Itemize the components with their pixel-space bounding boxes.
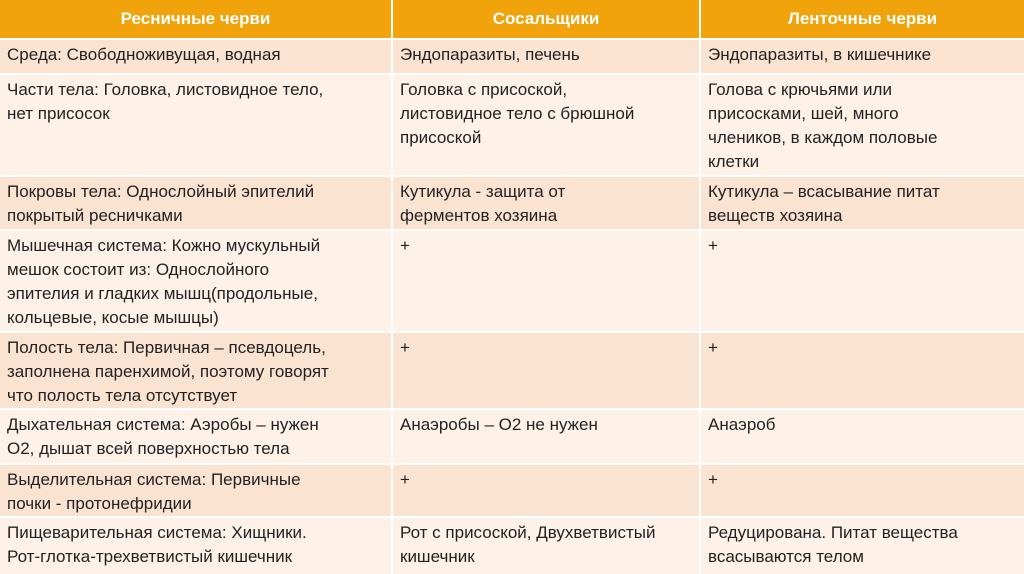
table-cell: Дыхательная система: Аэробы – нужен О2, дышат всей поверхностью тела bbox=[0, 409, 392, 464]
table-cell: Эндопаразиты, печень bbox=[392, 39, 700, 74]
table-cell: Рот с присоской, Двухветвистый кишечник bbox=[392, 517, 700, 574]
table-cell: Эндопаразиты, в кишечнике bbox=[700, 39, 1024, 74]
table-cell: Части тела: Головка, листовидное тело, нет присосок bbox=[0, 74, 392, 176]
table-cell: Выделительная система: Первичные почки - протонефридии bbox=[0, 464, 392, 518]
table-row bbox=[0, 517, 1024, 574]
table-cell: + bbox=[392, 230, 700, 332]
table-row bbox=[0, 332, 1024, 410]
table-cell: Редуцирована. Питат вещества всасываются телом bbox=[700, 517, 1024, 574]
header-flukes: Сосальщики bbox=[392, 0, 700, 39]
header-tapeworms: Ленточные черви bbox=[700, 0, 1024, 39]
table-row bbox=[0, 409, 1024, 464]
table-row bbox=[0, 74, 1024, 176]
table-cell: Кутикула - защита от ферментов хозяина bbox=[392, 176, 700, 230]
table-cell: Мышечная система: Кожно мускульный мешок состоит из: Однослойного эпителия и гладких мышц(продольные, кольцевые, косые мышцы) bbox=[0, 230, 392, 332]
table-row bbox=[0, 39, 1024, 74]
header-turbellaria: Ресничные черви bbox=[0, 0, 392, 39]
table-cell: + bbox=[700, 464, 1024, 518]
table-cell: Анаэроб bbox=[700, 409, 1024, 464]
table-cell: Покровы тела: Однослойный эпителий покрытый ресничками bbox=[0, 176, 392, 230]
table-row bbox=[0, 176, 1024, 230]
table-cell: + bbox=[392, 464, 700, 518]
table-cell: Анаэробы – О2 не нужен bbox=[392, 409, 700, 464]
table-cell: Голова с крючьями или присосками, шей, много члеников, в каждом половые клетки bbox=[700, 74, 1024, 176]
table-cell: Головка с присоской, листовидное тело с брюшной присоской bbox=[392, 74, 700, 176]
table-header-row bbox=[0, 0, 1024, 39]
table-cell: Кутикула – всасывание питат веществ хозяина bbox=[700, 176, 1024, 230]
table-cell: + bbox=[700, 230, 1024, 332]
table-row bbox=[0, 230, 1024, 332]
table-cell: + bbox=[392, 332, 700, 410]
table-cell: Полость тела: Первичная – псевдоцель, заполнена паренхимой, поэтому говорят что полость тела отсутствует bbox=[0, 332, 392, 410]
table-cell: Пищеварительная система: Хищники. Рот-глотка-трехветвистый кишечник bbox=[0, 517, 392, 574]
table-cell: Среда: Свободноживущая, водная bbox=[0, 39, 392, 74]
table-cell: + bbox=[700, 332, 1024, 410]
table-row bbox=[0, 464, 1024, 518]
